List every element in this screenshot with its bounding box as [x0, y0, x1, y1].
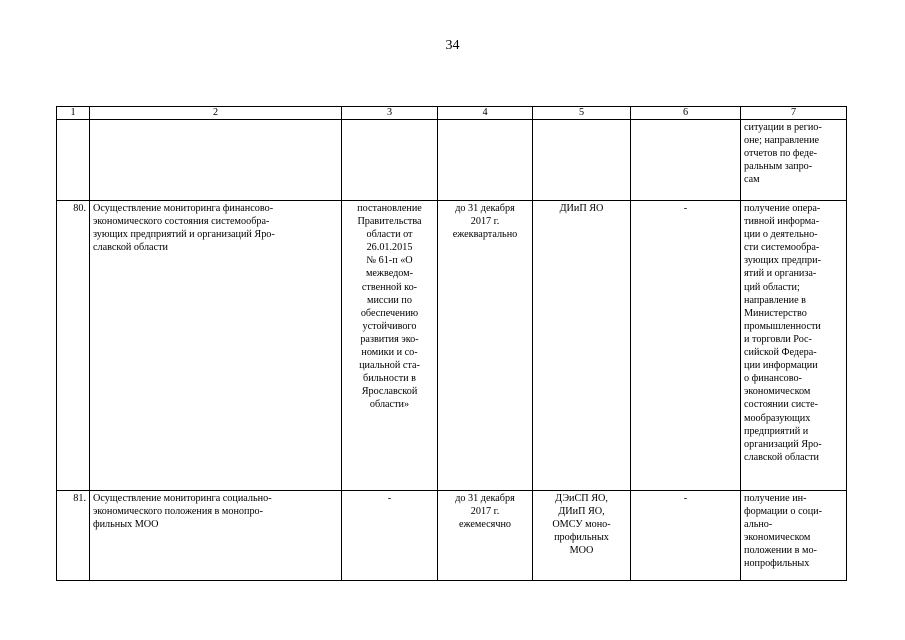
header-cell-6: 6 — [631, 107, 741, 120]
header-cell-2: 2 — [90, 107, 342, 120]
header-cell-7: 7 — [741, 107, 847, 120]
executor-cell: ДЭиСП ЯО, ДИиП ЯО, ОМСУ моно- профильных МОО — [552, 493, 611, 557]
header-row — [57, 107, 847, 120]
header-cell-5: 5 — [533, 107, 631, 120]
row-number: 80. — [57, 201, 90, 491]
continuation-row — [57, 120, 847, 201]
plan-table — [56, 106, 847, 581]
basis-cell: - — [387, 493, 392, 504]
result-cell: получение ин- формации о соци- ально- экономическом положении в мо- нопрофильных — [744, 493, 822, 570]
table-row-81 — [57, 491, 847, 581]
continuation-result: ситуации в регио- оне; направление отчетов по феде- ральным запро- сам — [744, 122, 822, 186]
activity-cell: Осуществление мониторинга социально- экономического положения в монопро- фильных МОО — [93, 493, 272, 531]
basis-cell: постановление Правительства области от 26.01.2015 № 61-п «О межведом- ственной ко- миссии по обеспечению устойчивого развития эко- номики и со- циальной ста- бильности в Ярославской области» — [357, 203, 422, 411]
page-number: 34 — [445, 38, 460, 53]
col6-cell: - — [683, 203, 688, 214]
activity-cell: Осуществление мониторинга финансово- экономического состояния системообра- зующих предприятий и организаций Яро- славской области — [93, 203, 275, 254]
header-cell-4: 4 — [438, 107, 533, 120]
deadline-cell: до 31 декабря 2017 г. ежемесячно — [455, 493, 515, 531]
col6-cell: - — [683, 493, 688, 504]
deadline-cell: до 31 декабря 2017 г. ежеквартально — [452, 203, 518, 241]
result-cell: получение опера- тивной информа- ции о деятельно- сти системообра- зующих предпри- ятий и организа- ций области; направление в Министерство промышленности и торговли Рос- сийской Федера- ции информации о финансово- экономическом состоянии систе- мообразующих предприятий и организаций Яро- славской области — [744, 203, 822, 463]
header-cell-3: 3 — [342, 107, 438, 120]
row-number: 81. — [57, 491, 90, 581]
executor-cell: ДИиП ЯО — [559, 203, 604, 214]
table-row-80 — [57, 201, 847, 491]
header-cell-1: 1 — [57, 107, 90, 120]
